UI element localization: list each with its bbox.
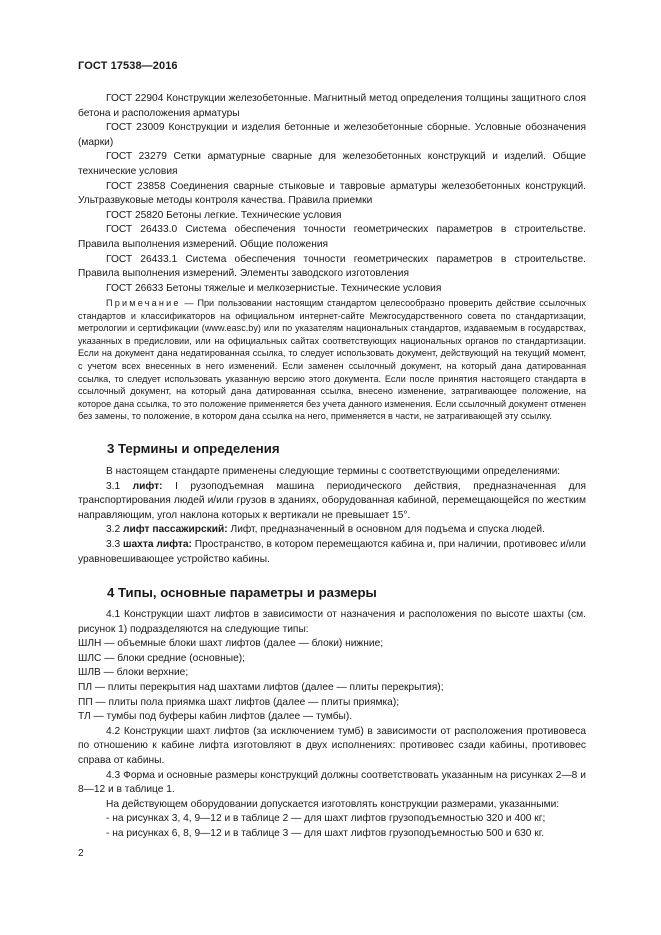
note-paragraph — [78, 297, 586, 423]
document-code: ГОСТ 17538—2016 — [78, 60, 178, 72]
page-number: 2 — [78, 848, 84, 859]
term-definition — [78, 480, 586, 524]
paragraph-4-2: 4.2 Конструкции шахт лифтов (за исключением тумб) в зависимости от расположения противовеса по отношению к кабине лифта изготовляют в двух исполнениях: противовес сзади кабины, противовес справа от кабины. — [78, 725, 586, 766]
paragraph-4-3: 4.3 Форма и основные размеры конструкций должны соответствовать указанным на рисунках 2—8 и 8—12 и в таблице 1. — [78, 769, 586, 796]
type-item: ПП — плиты пола приямка шахт лифтов (далее — плиты приямка); — [78, 696, 400, 708]
type-item: ШЛВ — блоки верхние; — [78, 667, 189, 679]
term-definition — [78, 538, 586, 567]
note-text: — При пользовании настоящим стандартом целесообразно проверить действие ссылочных стандартов и классификаторов на официальном интернет-сайте Межгосударственного совета по стандартизации, метрологии и сертификации (www.easc.by) или по указателям национальных стандартов, издаваемым в государствах, указанных в предисловии, или на официальных сайтах соответствующих национальных органов по стандартизации. Если на документ дана недатированная ссылка, то следует использовать документ, действующий на текущий момент, с учетом всех внесенных в него изменений. Если заменен ссылочный документ, на который дана датированная ссылка, то следует использовать указанную версию этого документа. Если после принятия настоящего стандарта в ссылочный документ, на который дана датированная ссылка, внесено изменение, затрагивающее положение, на которое дана ссылка, то это положение применяется без учета данного изменения. Если ссылочный документ отменен без замены, то положение, в котором дана ссылка на него, применяется в части, не затрагивающей эту ссылку. — [78, 298, 586, 422]
term-text: Пространство, в котором перемещаются кабина и, при наличии, противовес и/или уравновешивающее устройство кабины. — [78, 538, 586, 565]
reference-item: ГОСТ 22904 Конструкции железобетонные. Магнитный метод определения толщины защитного слоя бетона и расположения арматуры — [78, 93, 586, 119]
type-item: ПЛ — плиты перекрытия над шахтами лифтов (далее — плиты перекрытия); — [78, 681, 444, 693]
note-block — [78, 297, 586, 423]
section-3-title: 3 Термины и определения — [107, 441, 280, 456]
term-name: лифт пассажирский: — [123, 524, 228, 536]
reference-item: ГОСТ 23279 Сетки арматурные сварные для железобетонных конструкций и изделий. Общие технические условия — [78, 151, 586, 177]
reference-item: ГОСТ 23009 Конструкции и изделия бетонные и железобетонные сборные. Условные обозначения (марки) — [78, 122, 586, 148]
note-label: Примечание — [106, 298, 181, 308]
term-number: 3.1 — [106, 480, 133, 492]
list-item: - на рисунках 3, 4, 9—12 и в таблице 2 — для шахт лифтов грузоподъемностью 320 и 400 кг; — [106, 813, 546, 825]
term-definition — [78, 523, 586, 538]
reference-item: ГОСТ 25820 Бетоны легкие. Технические условия — [106, 209, 342, 221]
term-number: 3.2 — [106, 524, 123, 536]
paragraph-existing-equipment: На действующем оборудовании допускается изготовлять конструкции размерами, указанными: — [106, 798, 560, 810]
section-4-title: 4 Типы, основные параметры и размеры — [107, 585, 377, 600]
type-item: ТЛ — тумбы под буферы кабин лифтов (далее — тумбы). — [78, 711, 353, 723]
section-4-body — [78, 608, 586, 842]
type-item: ШЛС — блоки средние (основные); — [78, 652, 245, 664]
section-3-body — [78, 465, 586, 567]
reference-item: ГОСТ 26433.0 Система обеспечения точности геометрических параметров в строительстве. Правила выполнения измерений. Общие положения — [78, 224, 586, 250]
reference-item: ГОСТ 23858 Соединения сварные стыковые и тавровые арматуры железобетонных конструкций. Ультразвуковые методы контроля качества. Правила приемки — [78, 180, 586, 207]
term-text: Лифт, предназначенный в основном для подъема и спуска людей. — [227, 524, 545, 536]
normative-references-list — [78, 92, 586, 296]
list-item: - на рисунках 6, 8, 9—12 и в таблице 3 — для шахт лифтов грузоподъемностью 500 и 630 кг. — [106, 827, 545, 839]
section-3-intro: В настоящем стандарте применены следующие термины с соответствующими определениями: — [106, 466, 561, 477]
reference-item: ГОСТ 26633 Бетоны тяжелые и мелкозернистые. Технические условия — [106, 282, 442, 294]
term-text: I рузоподъемная машина периодического действия, предназначенная для транспортирования людей и/или грузов в зданиях, оборудованная кабиной, перемещающейся по жестким направляющим, угол наклона которых к вертикали не превышает 15°. — [78, 480, 586, 521]
term-name: лифт: — [132, 480, 163, 492]
reference-item: ГОСТ 26433.1 Система обеспечения точности геометрических параметров в строительстве. Правила выполнения измерений. Элементы заводского изготовления — [78, 253, 586, 280]
term-number: 3.3 — [106, 538, 124, 550]
type-item: ШЛН — объемные блоки шахт лифтов (далее — блоки) нижние; — [78, 638, 384, 650]
paragraph-4-1: 4.1 Конструкции шахт лифтов в зависимости от назначения и расположения по высоте шахты (см. рисунок 1) подразделяются на следующие типы: — [78, 609, 586, 635]
term-name: шахта лифта: — [123, 538, 192, 550]
